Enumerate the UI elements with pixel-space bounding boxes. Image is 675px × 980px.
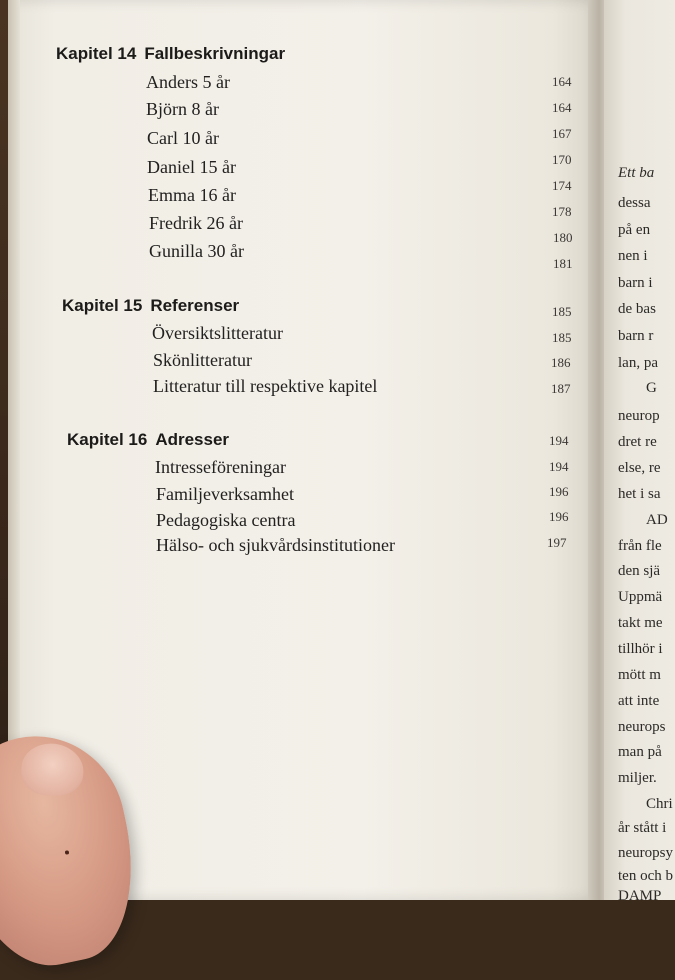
right-page-line: dessa bbox=[618, 195, 651, 211]
page-number: 167 bbox=[552, 126, 572, 141]
right-page-line: att inte bbox=[618, 693, 660, 709]
page-number: 174 bbox=[552, 178, 572, 193]
page-number: 187 bbox=[551, 381, 571, 396]
chapter-label: Kapitel 14 bbox=[56, 44, 137, 63]
toc-entry: Anders 5 år bbox=[146, 72, 230, 92]
toc-entry: Gunilla 30 år bbox=[149, 241, 244, 261]
right-page-line: barn i bbox=[618, 275, 653, 291]
right-page-line: else, re bbox=[618, 460, 661, 476]
right-page-line: AD bbox=[646, 512, 668, 528]
chapter-title: Adresser bbox=[155, 430, 230, 449]
right-page-line: Uppmä bbox=[618, 589, 663, 605]
chapter-heading bbox=[67, 430, 229, 450]
toc-entry: Översiktslitteratur bbox=[152, 323, 283, 343]
right-book-page bbox=[604, 0, 675, 900]
page-number: 194 bbox=[549, 459, 569, 474]
right-page-line: mött m bbox=[618, 667, 661, 683]
toc-entry: Pedagogiska centra bbox=[156, 510, 296, 530]
toc-entry: Skönlitteratur bbox=[153, 350, 252, 370]
right-page-line: neurops bbox=[618, 719, 666, 735]
right-page-line: man på bbox=[618, 744, 662, 760]
toc-entry: Daniel 15 år bbox=[147, 157, 236, 177]
toc-entry: Hälso- och sjukvårdsinstitutioner bbox=[156, 535, 395, 555]
right-page-line: G bbox=[646, 380, 657, 396]
right-page-line: dret re bbox=[618, 434, 657, 450]
page-number: 196 bbox=[549, 509, 569, 524]
page-number: 164 bbox=[552, 74, 572, 89]
right-page-line: neurop bbox=[618, 408, 660, 424]
page-number: 181 bbox=[553, 256, 573, 271]
chapter-label: Kapitel 15 bbox=[62, 296, 143, 315]
right-page-line: neuropsy bbox=[618, 845, 673, 861]
toc-entry: Fredrik 26 år bbox=[149, 213, 243, 233]
toc-entry: Carl 10 år bbox=[147, 128, 219, 148]
right-page-line: het i sa bbox=[618, 486, 661, 502]
chapter-label: Kapitel 16 bbox=[67, 430, 148, 449]
right-page-line: år stått i bbox=[618, 820, 667, 836]
right-page-line: ten och b bbox=[618, 868, 673, 884]
right-page-line: Chri bbox=[646, 796, 673, 812]
page-number: 185 bbox=[552, 330, 572, 345]
page-number: 196 bbox=[549, 484, 569, 499]
right-page-line: den sjä bbox=[618, 563, 661, 579]
chapter-title: Referenser bbox=[150, 296, 240, 315]
page-number: 197 bbox=[547, 535, 567, 550]
right-page-line: Ett ba bbox=[618, 165, 655, 181]
right-page-line: på en bbox=[618, 222, 651, 238]
skin-mark bbox=[65, 850, 70, 855]
right-page-line: takt me bbox=[618, 615, 663, 631]
toc-entry: Björn 8 år bbox=[146, 99, 219, 119]
right-page-line: barn r bbox=[618, 328, 654, 344]
toc-entry: Intresseföreningar bbox=[155, 457, 286, 477]
page-number: 186 bbox=[551, 355, 571, 370]
chapter-title: Fallbeskrivningar bbox=[144, 44, 286, 63]
right-page-line: nen i bbox=[618, 248, 648, 264]
chapter-heading bbox=[56, 44, 285, 64]
thumbnail bbox=[20, 742, 85, 797]
page-number: 178 bbox=[552, 204, 572, 219]
chapter-heading bbox=[62, 296, 239, 316]
toc-entry: Emma 16 år bbox=[148, 185, 236, 205]
right-page-line: de bas bbox=[618, 301, 656, 317]
page-number: 170 bbox=[552, 152, 572, 167]
page-number: 185 bbox=[552, 304, 572, 319]
right-page-line: lan, pa bbox=[618, 355, 658, 371]
toc-entry: Litteratur till respektive kapitel bbox=[153, 376, 378, 396]
right-page-line: från fle bbox=[618, 538, 662, 554]
right-page-line: DAMP bbox=[618, 888, 662, 900]
page-number: 180 bbox=[553, 230, 573, 245]
toc-entry: Familjeverksamhet bbox=[156, 484, 294, 504]
page-number: 164 bbox=[552, 100, 572, 115]
right-page-line: tillhör i bbox=[618, 641, 663, 657]
page-number: 194 bbox=[549, 433, 569, 448]
right-page-line: miljer. bbox=[618, 770, 657, 786]
